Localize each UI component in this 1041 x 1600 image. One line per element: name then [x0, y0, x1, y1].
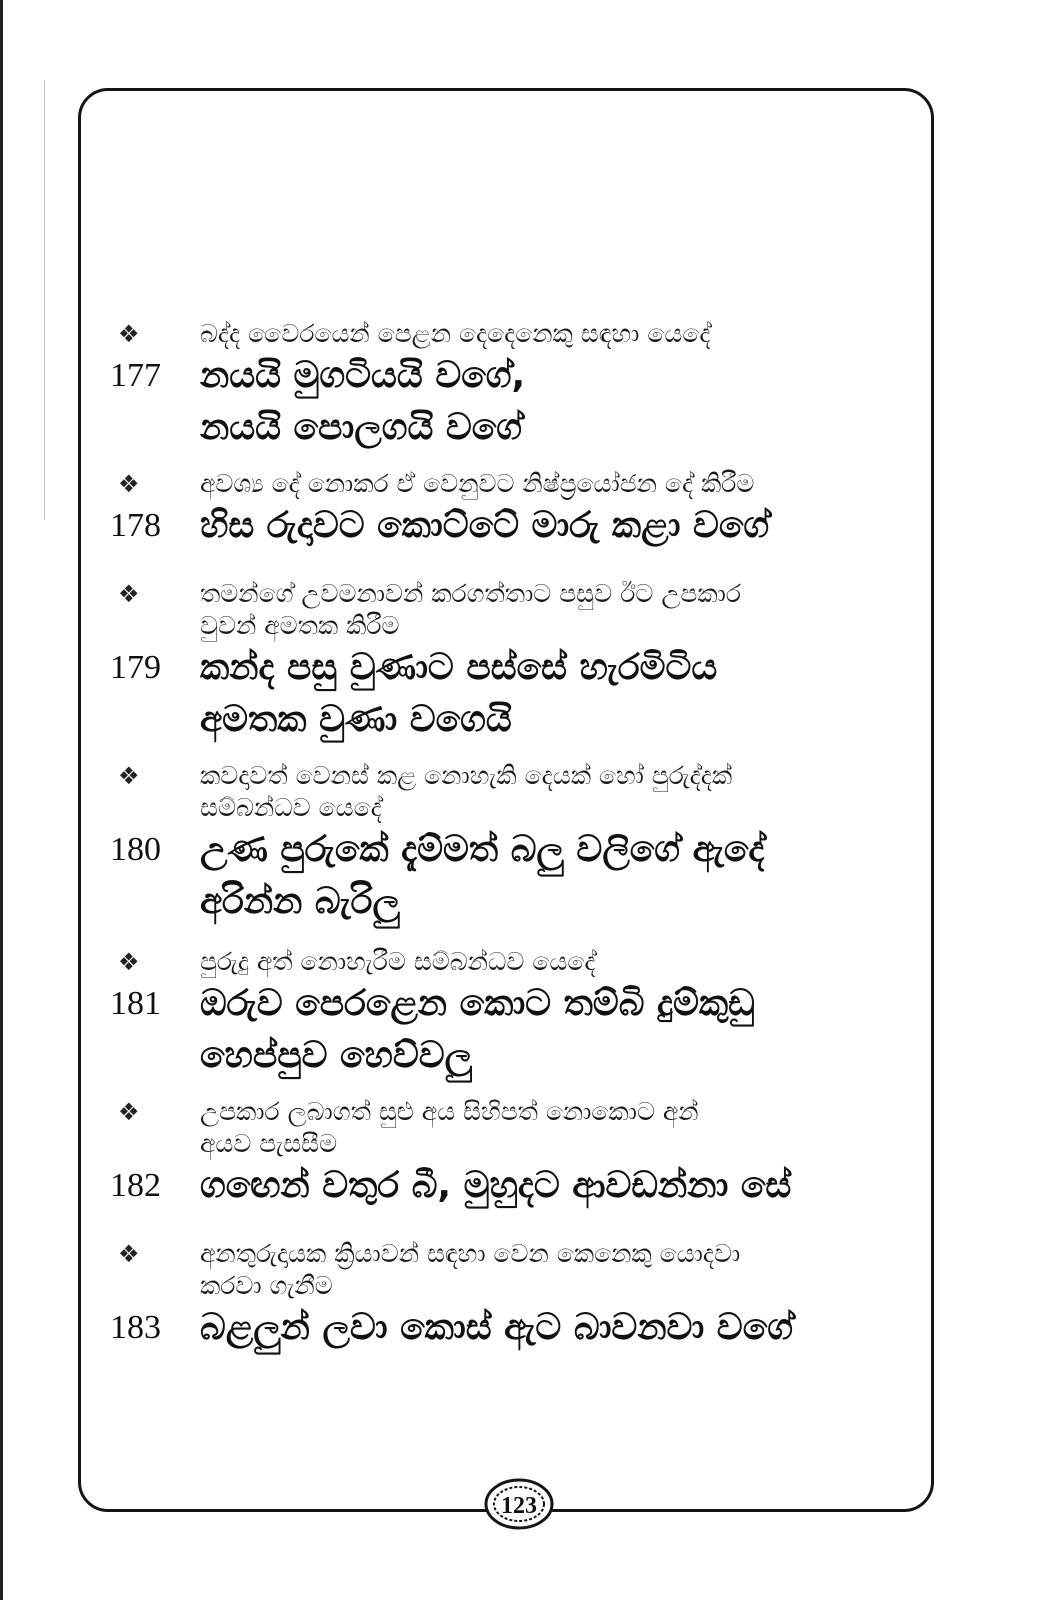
bullet-icon: ❖ — [118, 1098, 140, 1126]
page-number-ornament — [482, 1476, 556, 1532]
entry-proverb — [110, 500, 910, 552]
entry-note — [110, 1096, 910, 1160]
bullet-icon: ❖ — [118, 762, 140, 790]
proverb-line: හෙප්පුව හෙව්වලු — [200, 1035, 473, 1076]
proverb-line: බළලුන් ලවා කොස් ඇට බාවනවා වගේ — [200, 1307, 793, 1348]
proverb-number: 180 — [110, 831, 161, 868]
entry-note — [110, 318, 910, 350]
proverb-number: 177 — [110, 357, 161, 394]
entry-proverb — [110, 1160, 910, 1212]
page-number: 123 — [501, 1493, 537, 1519]
note-line: සම්බන්ධව යෙදේ — [200, 793, 382, 822]
bullet-icon: ❖ — [118, 948, 140, 976]
note-line: තමන්ගේ උවමනාවන් කරගත්තාට පසුව ඊට උපකාර — [200, 579, 741, 608]
scan-edge — [0, 0, 3, 1600]
proverb-line: අමතක වුණා වගෙයි — [200, 699, 512, 740]
entry-note — [110, 1238, 910, 1302]
proverb-line: කන්ද පසු වුණාට පස්සේ හැරමිටිය — [200, 647, 718, 688]
entry-182 — [110, 1096, 910, 1212]
entry-note — [110, 468, 910, 500]
proverb-line: නයයි පොලගයි වගේ — [200, 407, 523, 448]
entry-178 — [110, 468, 910, 552]
entry-181 — [110, 946, 910, 1082]
note-line: වුවන් අමතක කිරීම — [200, 611, 400, 640]
proverb-number: 178 — [110, 507, 161, 544]
proverb-line: ගඟෙන් වතුර බී, මුහුදට ආවඩන්නා සේ — [200, 1165, 792, 1206]
entry-note — [110, 760, 910, 824]
note-line: අයව පැසසීම — [200, 1129, 338, 1158]
entry-proverb — [110, 350, 910, 454]
entry-note — [110, 578, 910, 642]
entry-180 — [110, 760, 910, 928]
bullet-icon: ❖ — [118, 1240, 140, 1268]
proverb-number: 181 — [110, 985, 161, 1022]
entry-note — [110, 946, 910, 978]
note-line: බද්ද වෛරයෙන් පෙළන දෙදෙනෙකු සඳහා යෙදේ — [200, 319, 711, 348]
scan-artifact-line — [44, 80, 45, 520]
note-line: අනතුරුදායක ක්‍රියාවන් සඳහා වෙන කෙනෙකු යොදවා — [200, 1239, 741, 1268]
note-line: කරවා ගැනීම — [200, 1271, 333, 1300]
bullet-icon: ❖ — [118, 320, 140, 348]
entry-179 — [110, 578, 910, 746]
proverb-line: නයයි මුගටියයි වගේ, — [200, 355, 526, 396]
entry-183 — [110, 1238, 910, 1354]
note-line: අවශ්‍ය දේ නොකර ඒ වෙනුවට නිෂ්ප්‍රයෝජන දේ කිරීම — [200, 469, 755, 498]
proverb-number: 183 — [110, 1309, 161, 1346]
proverb-line: හිස රුදාවට කොට්ටේ මාරු කළා වගේ — [200, 505, 770, 546]
proverb-line: අරින්න බැරිලු — [200, 881, 400, 922]
proverb-number: 179 — [110, 649, 161, 686]
entry-proverb — [110, 1302, 910, 1354]
proverb-number: 182 — [110, 1167, 161, 1204]
note-line: කවදාවත් වෙනස් කළ නොහැකි දෙයක් හෝ පුරුද්දක් — [200, 761, 733, 790]
bullet-icon: ❖ — [118, 580, 140, 608]
proverb-line: ඔරුව පෙරළෙන කොට තම්බි දුම්කුඩු — [200, 983, 755, 1024]
bullet-icon: ❖ — [118, 470, 140, 498]
entry-proverb — [110, 642, 910, 746]
proverb-line: උණ පුරුකේ දැම්මත් බලු වලිගේ ඇදේ — [200, 829, 765, 870]
entry-177 — [110, 318, 910, 454]
note-line: පුරුදු අත් නොහැරීම සම්බන්ධව යෙදේ — [200, 947, 596, 976]
entry-proverb — [110, 978, 910, 1082]
note-line: උපකාර ලබාගත් සුළු අය සිහිපත් නොකොට අන් — [200, 1097, 699, 1126]
entry-proverb — [110, 824, 910, 928]
